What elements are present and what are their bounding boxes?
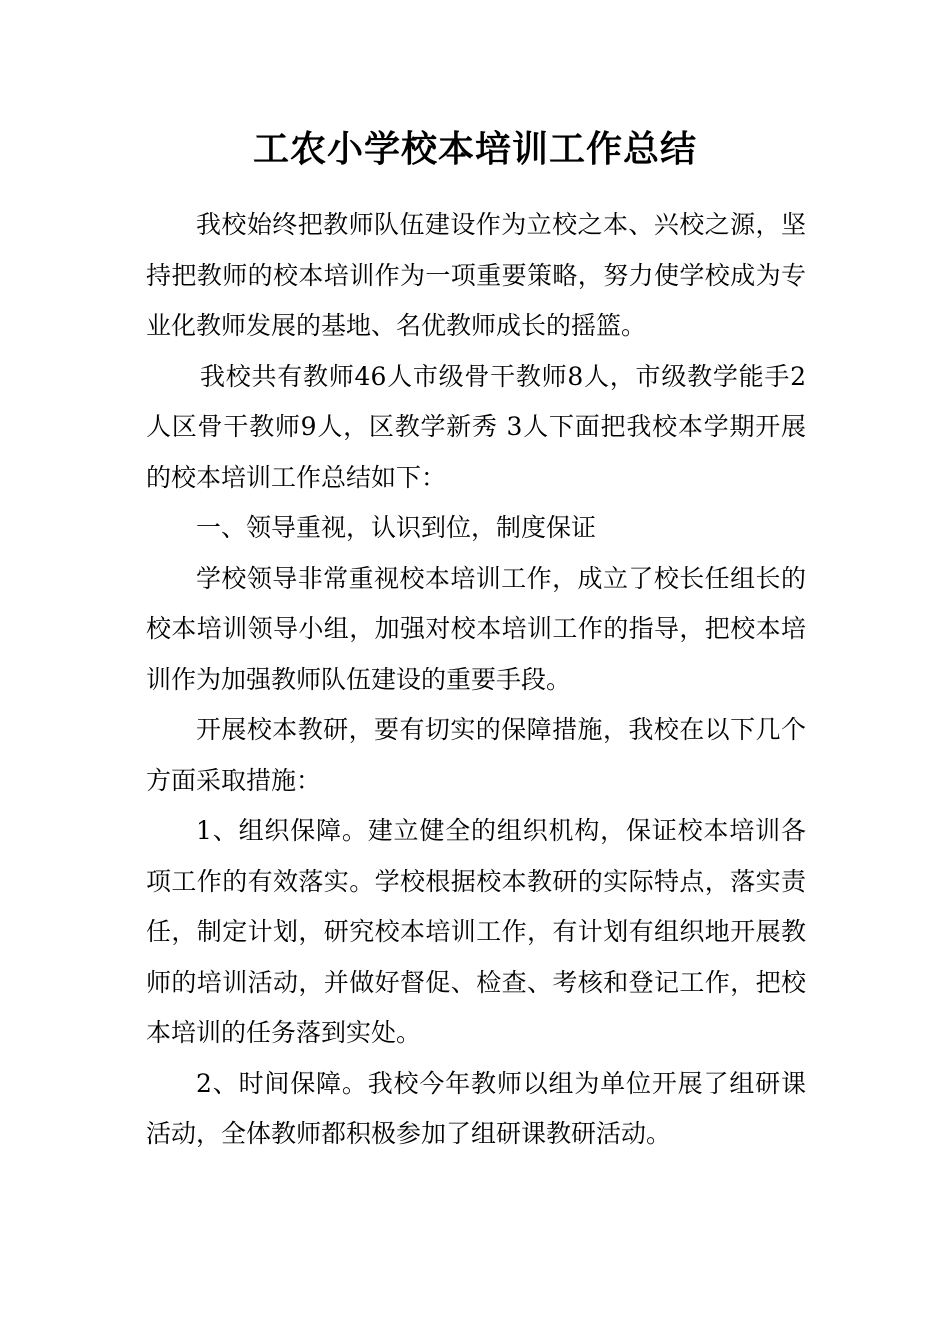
document-body (146, 200, 806, 1160)
paragraph-measures: 开展校本教研，要有切实的保障措施，我校在以下几个方面采取措施： (146, 715, 806, 795)
paragraph-leadership: 学校领导非常重视校本培训工作，成立了校长任组长的校本培训领导小组，加强对校本培训工作的指导，把校本培训作为加强教师队伍建设的重要手段。 (146, 563, 806, 694)
section-heading-1: 一、领导重视，认识到位，制度保证 (196, 513, 597, 542)
paragraph-organization: 1、组织保障。建立健全的组织机构，保证校本培训各项工作的有效落实。学校根据校本教研的实际特点，落实责任，制定计划，研究校本培训工作，有计划有组织地开展教师的培训活动，并做好督促、检查、考核和登记工作，把校本培训的任务落到实处。 (146, 816, 806, 1047)
paragraph-intro: 我校始终把教师队伍建设作为立校之本、兴校之源，坚持把教师的校本培训作为一项重要策略，努力使学校成为专业化教师发展的基地、名优教师成长的摇篮。 (146, 210, 806, 340)
document-title: 工农小学校本培训工作总结 (252, 128, 697, 170)
paragraph-time: 2、时间保障。我校今年教师以组为单位开展了组研课活动，全体教师都积极参加了组研课教研活动。 (146, 1068, 806, 1148)
paragraph-staff-overview: 我校共有教师46人市级骨干教师8人，市级教学能手2人区骨干教师9人，区教学新秀 3人下面把我校本学期开展的校本培训工作总结如下： (146, 361, 806, 492)
